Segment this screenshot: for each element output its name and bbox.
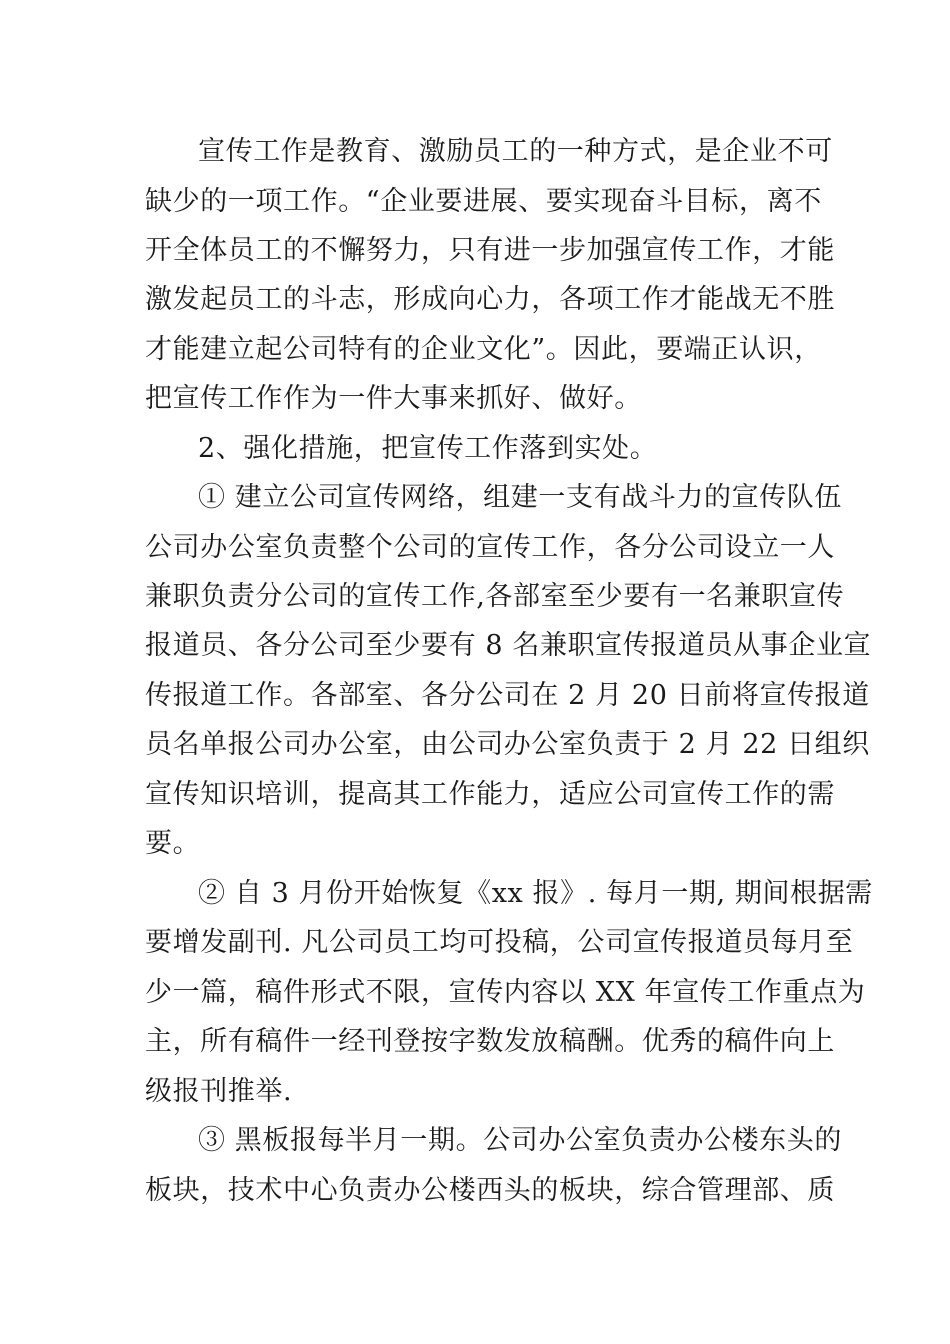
- paragraph-line: 级报刊推举.: [145, 1076, 293, 1107]
- list-item-heading: ① 建立公司宣传网络，组建一支有战斗力的宣传队伍: [198, 482, 842, 513]
- paragraph-line: 激发起员工的斗志，形成向心力，各项工作才能战无不胜: [145, 284, 835, 315]
- paragraph-line: 公司办公室负责整个公司的宣传工作，各分公司设立一人: [145, 532, 835, 563]
- paragraph-line: 板块，技术中心负责办公楼西头的板块，综合管理部、质: [145, 1175, 835, 1206]
- paragraph-line: 报道员、各分公司至少要有 8 名兼职宣传报道员从事企业宣: [145, 630, 872, 661]
- section-heading: 2、强化措施，把宣传工作落到实处。: [198, 433, 658, 464]
- paragraph-line: 缺少的一项工作。“企业要进展、要实现奋斗目标，离不: [145, 186, 822, 217]
- paragraph-line: 传报道工作。各部室、各分公司在 2 月 20 日前将宣传报道: [145, 680, 870, 711]
- paragraph-line: 要。: [145, 828, 201, 859]
- paragraph-line: 才能建立起公司特有的企业文化”。因此，要端正认识，: [145, 334, 822, 365]
- list-item-heading: ② 自 3 月份开始恢复《xx 报》. 每月一期, 期间根据需: [198, 878, 873, 909]
- paragraph-line: 少一篇，稿件形式不限，宣传内容以 XX 年宣传工作重点为: [145, 977, 866, 1008]
- paragraph-line: 要增发副刊. 凡公司员工均可投稿，公司宣传报道员每月至: [145, 927, 854, 958]
- paragraph-line: 员名单报公司办公室，由公司办公室负责于 2 月 22 日组织: [145, 729, 870, 760]
- paragraph-line: 宣传工作是教育、激励员工的一种方式，是企业不可: [198, 136, 833, 167]
- paragraph-line: 把宣传工作作为一件大事来抓好、做好。: [145, 383, 642, 414]
- list-item-heading: ③ 黑板报每半月一期。公司办公室负责办公楼东头的: [198, 1125, 842, 1156]
- paragraph-line: 开全体员工的不懈努力，只有进一步加强宣传工作，才能: [145, 235, 835, 266]
- paragraph-line: 兼职负责分公司的宣传工作,各部室至少要有一名兼职宣传: [145, 581, 845, 612]
- paragraph-line: 宣传知识培训，提高其工作能力，适应公司宣传工作的需: [145, 779, 835, 810]
- paragraph-line: 主，所有稿件一经刊登按字数发放稿酬。优秀的稿件向上: [145, 1026, 835, 1057]
